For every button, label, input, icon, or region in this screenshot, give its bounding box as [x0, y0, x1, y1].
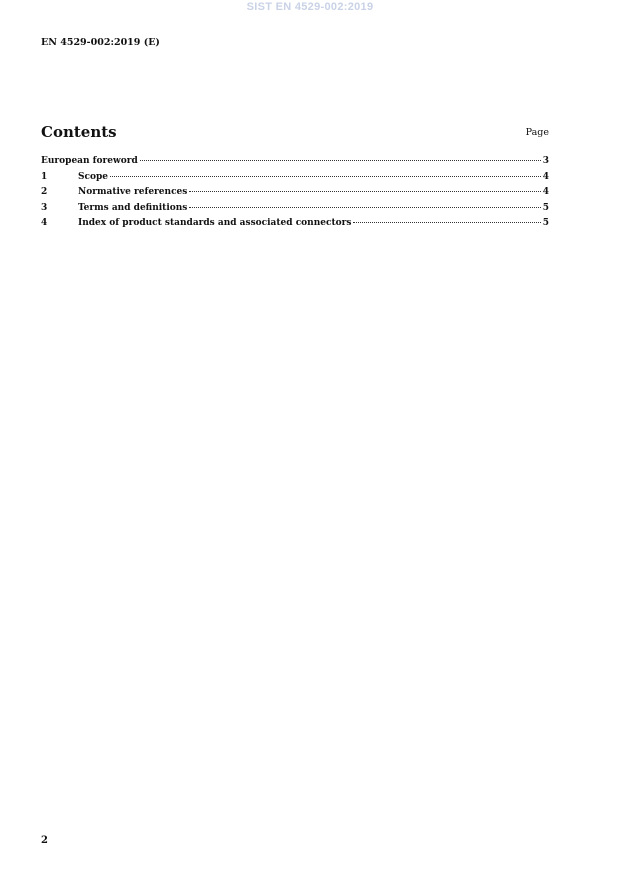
toc-entry-number: 1: [41, 171, 48, 182]
toc-entry-normative-references[interactable]: [41, 187, 549, 203]
page-number: 2: [41, 835, 48, 846]
toc-entry-page: 4: [542, 187, 549, 197]
page-column-label: Page: [525, 127, 549, 138]
toc-entry-european-foreword[interactable]: [41, 156, 549, 172]
toc-dot-leader: [189, 207, 540, 208]
table-of-contents: [41, 156, 549, 234]
toc-entry-number: 3: [41, 202, 48, 213]
toc-entry-title: Normative references: [78, 187, 188, 197]
toc-entry-title: European foreword: [41, 156, 138, 166]
toc-entry-page: 5: [542, 202, 549, 213]
toc-entry-number: 4: [41, 218, 48, 228]
toc-entry-index-of-product-standards[interactable]: [41, 218, 549, 234]
toc-entry-page: 3: [542, 156, 549, 166]
toc-dot-leader: [140, 160, 541, 161]
toc-dot-leader: [353, 222, 540, 223]
toc-entry-scope[interactable]: [41, 172, 549, 188]
watermark: SIST EN 4529-002:2019: [246, 1, 374, 13]
toc-dot-leader: [110, 176, 541, 177]
toc-entry-terms-and-definitions[interactable]: [41, 203, 549, 219]
toc-entry-page: 5: [542, 218, 549, 228]
document-identifier: EN 4529-002:2019 (E): [41, 37, 160, 48]
toc-entry-number: 2: [41, 187, 48, 197]
contents-heading: Contents: [41, 123, 117, 141]
toc-entry-title: Scope: [78, 171, 109, 182]
toc-dot-leader: [189, 191, 540, 192]
toc-entry-title: Index of product standards and associated connectors: [78, 218, 352, 228]
toc-entry-title: Terms and definitions: [78, 202, 188, 213]
toc-entry-page: 4: [542, 171, 549, 182]
